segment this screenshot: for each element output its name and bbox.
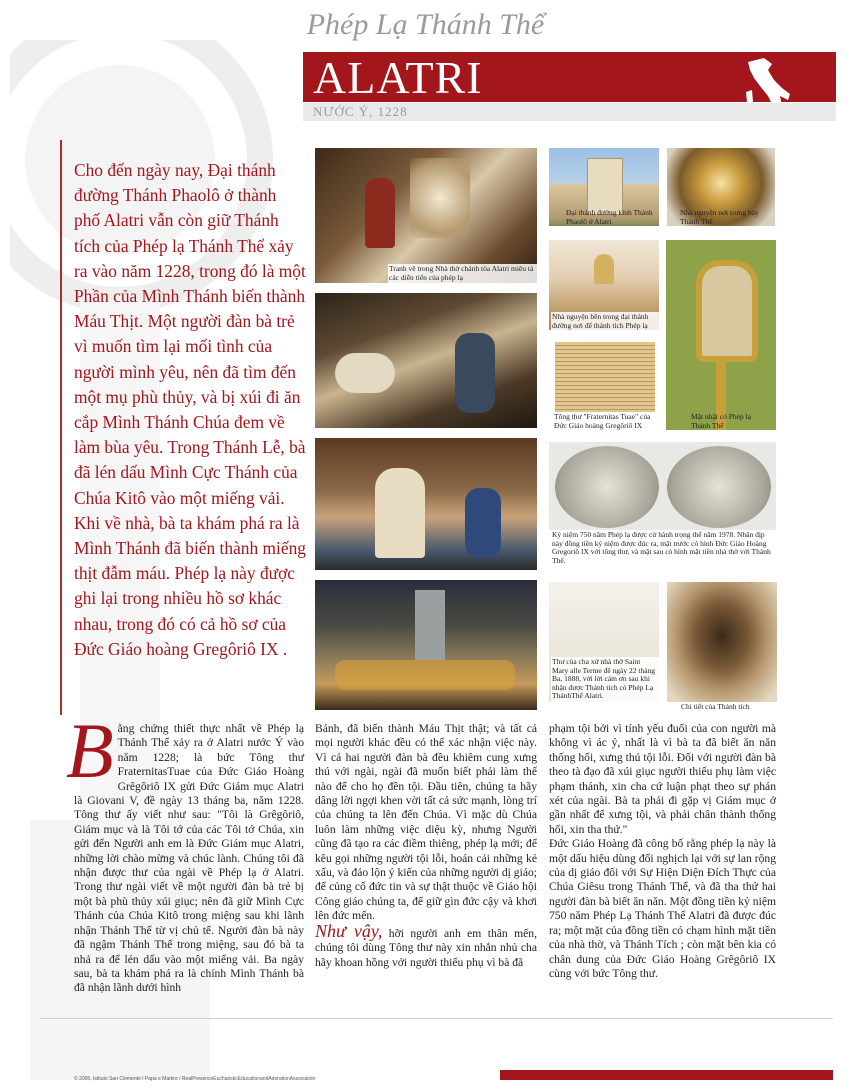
drop-cap: B bbox=[66, 707, 114, 794]
body-col3-text-a: phạm tội bởi vì tính yếu đuối của con người mà không vì ác ý, nhất là vì bà ta đã biết ăn năn thống hối, xưng thú tội lỗi. Đối với người đàn bà theo tà đạo đã xúi giục người thiếu phụ làm việc phạm thánh, xin cha cứ luận phạt theo sự phán xét của ngài. Bà ta phải đi gặp vị Giám mục ở gần nhất để xưng tội, và phải chân thành thống hối, xin tha thứ." bbox=[549, 722, 776, 836]
body-column-1 bbox=[66, 707, 304, 996]
series-title: Phép Lạ Thánh Thể bbox=[306, 8, 545, 41]
body-column-2 bbox=[315, 722, 537, 970]
painting-photo-4 bbox=[315, 580, 537, 710]
medal-photo bbox=[549, 442, 776, 530]
letter-photo bbox=[555, 342, 655, 412]
footer-bar bbox=[500, 1070, 833, 1080]
copyright: © 2006, Istituto San Clemente I Papa e Martire / RealPresenceEucharisticEducationandAdorationAssociation bbox=[74, 1076, 316, 1082]
body-col1-text: ằng chứng thiết thực nhất về Phép lạ Thánh Thể xảy ra ở Alatri nước Ý vào năm 1228; là bức Tông thư FraternitasTuae của Đức Giáo Hoàng Grêgôriô IX gửi Đức Giám mục Alatri là Giovani V, đề ngày 13 tháng ba, năm 1228. Tông thư ấy viết như sau: "Tôi là Grêgôriô, Giám mục và là Tôi tớ của các Tôi tớ Chúa, xin gửi đến Người anh em là Đức Giám mục Alatri, những lời chào mừng và chúc lành. Chúng tôi đã nhận được thư của ngài về Phép lạ ở Alatri. Trong thư ngài viết về một người đàn bà trẻ bị một bà phù thủy xúi giục; nên đã giữ Mình Cực Thánh của Chúa Kitô trong miệng sau khi lãnh nhận Thánh Thể từ vị chủ tế. Người đàn bà này đã ngậm Thánh Thể trong miệng, sau đó bà ta nhả ra để lén dấu vào một miếng vải. Ba ngày sau, bà ta khám phá ra là chính Mình Thánh bà đã nhận lãnh dưới hình bbox=[74, 722, 304, 995]
painting-photo-3 bbox=[315, 438, 537, 570]
caption-handwritten-letter: Thư của cha xứ nhà thờ Saint Mary alle Terme đề ngày 22 tháng Ba, 1888, với lời cám ơn sau khi nhận được Thánh tích có Phép Lạ ThánhThể Alatri. bbox=[551, 657, 659, 702]
caption-cathedral: Đại thánh đường kính Thánh Phaolô ở Alatri bbox=[566, 208, 653, 226]
caption-reliquary: Mặt nhật có Phép lạ Thánh Thể bbox=[691, 412, 751, 430]
caption-letter: Tông thư "Fraternitas Tuae" của Đức Giáo hoàng Gregôriô IX bbox=[554, 412, 651, 430]
caption-side-chapel: Nhà nguyện bên trong đại thánh đường nơi để thánh tích Phép lạ bbox=[551, 312, 661, 331]
body-col2-text-a: Bánh, đã biến thành Máu Thịt thật; và tất cả mọi người khác đều có thể xác nhận việc này. Vì cả hai người đàn bà đều khiêm cung xưng thú với ngài, ngài đã muốn biết phải làm thế nào để cho họ đền tội. Đầu tiên, chúng ta hãy dâng lời ngợi khen vời tất cả sức mạnh, lòng trí của chúng ta lên đến Chúa. Vì mặc dù Chúa luôn làm những việc diệu kỳ, nhưng Người cũng đã tạo ra các điềm thiêng, phép lạ mới; để kêu gọi những người tội lỗi, hoán cải những kẻ xấu, và đảo lộn ý kiến của những người dị giáo; để củng cố đức tin và sự thật thuộc về Giáo hội Công giáo chúng ta, để giữ gìn đức cậy và khơi lên đức mến. bbox=[315, 722, 537, 923]
caption-detail: Chi tiết của Thánh tích bbox=[681, 702, 750, 711]
caption-medal: Kỷ niệm 750 năm Phép lạ được cử hành trọng thể năm 1978. Nhân dịp này đồng tiền kỷ niệm được đúc ra, mặt trước có hình Đức Giáo Hoàng Gregoriô IX với tông thư, và mặt sau có hình mặt tiền nhà thờ với Thánh Thể. bbox=[552, 530, 771, 565]
body-col2-lead: Như vậy, bbox=[315, 920, 383, 941]
caption-painting: Tranh vẽ trong Nhà thờ chánh tòa Alatri miêu tả các diễn tiến của phép lạ bbox=[388, 264, 540, 283]
city-title: ALATRI bbox=[313, 52, 483, 103]
painting-photo-1 bbox=[315, 148, 537, 283]
body-col3-text-b: Đức Giáo Hoàng đã công bố rằng phép lạ này là một dấu hiệu dùng đối nghịch lại với sự lan rộng của dị giáo đối với Sự Hiện Diện Đích Thực của Chúa Giêsu trong Thánh Thể, và đã tha thứ hai người đàn bà biết ăn năn. Một đồng tiền kỷ niệm 750 năm Phép Lạ Thánh Thể Alatri đã được đúc ra; một mặt của đồng tiền có chạm hình mặt tiền của nhà thờ, và Thánh Tích ; còn mặt bên kia có chân dung của Đức Giáo Hoàng Grêgôriô IX cùng với bức Tông thư. bbox=[549, 837, 776, 980]
country-year: NƯỚC Ý, 1228 bbox=[313, 104, 408, 119]
body-col2-text-b: hỡi người anh em thân mến, chúng tôi dùng Tông thư này xin nhắn nhủ cha hãy khoan hồng với người thiếu phụ vì bà đã bbox=[315, 926, 537, 969]
intro-paragraph: Cho đến ngày nay, Đại thánh đường Thánh Phaolô ở thành phố Alatri vẫn còn giữ Thánh tích của Phép lạ Thánh Thể xảy ra vào năm 1228, trong đó là một Phần của Mình Thánh biến thành Máu Thịt. Một người đàn bà trẻ vì muốn tìm lại mối tình của người mình yêu, nên đã tìm đến một mụ phù thủy, và bị xúi đi ăn cắp Mình Thánh Chúa đem về làm bùa yêu. Trong Thánh Lễ, bà đã lén dấu Mình Cực Thánh của Chúa Kitô vào một miếng vải. Khi về nhà, bà ta khám phá ra là Mình Thánh đã biến thành miếng thịt đẫm máu. Phép lạ này được ghi lại trong nhiều hồ sơ khác nhau, trong đó có cả hồ sơ của Đức Giáo hoàng Gregôriô IX . bbox=[74, 160, 306, 659]
title-band bbox=[303, 52, 836, 102]
painting-photo-2 bbox=[315, 293, 537, 428]
reliquary-photo bbox=[666, 240, 776, 430]
relic-detail-photo bbox=[667, 582, 777, 702]
footer-divider bbox=[40, 1018, 833, 1019]
caption-altar: Nhà nguyện nơi trưng bày Thánh Thể bbox=[680, 208, 759, 226]
body-column-3 bbox=[549, 722, 776, 981]
intro-rule bbox=[60, 140, 62, 715]
